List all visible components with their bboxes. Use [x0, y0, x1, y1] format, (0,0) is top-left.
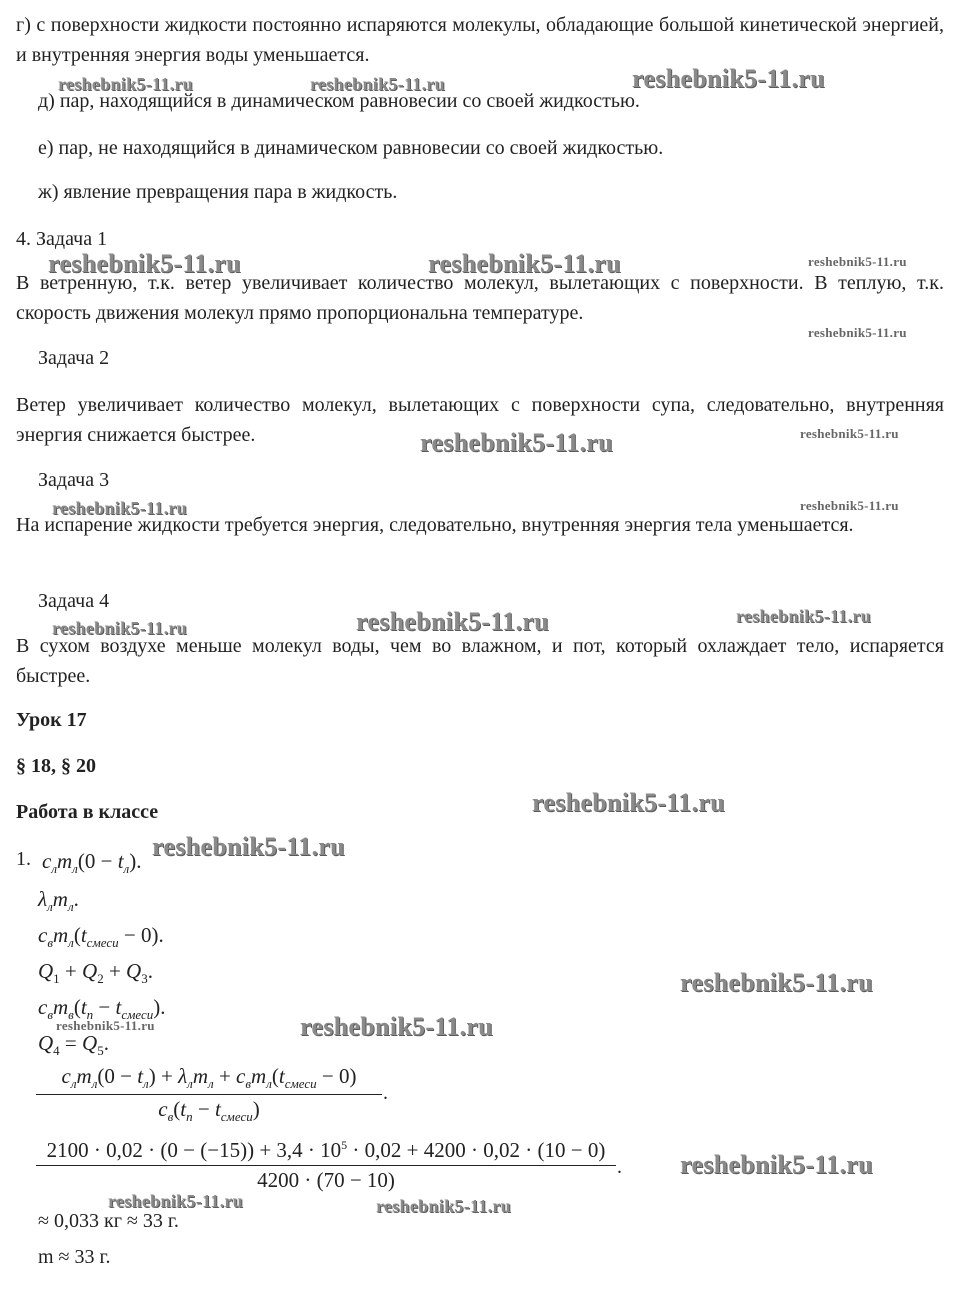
answer-e: е) пар, не находящийся в динамическом равновесии со своей жидкостью. — [38, 137, 664, 159]
answer-line: m ≈ 33 г. — [38, 1246, 111, 1268]
task1-heading: 4. Задача 1 — [16, 228, 108, 250]
fraction-dot-1: . — [383, 1082, 388, 1104]
task1-text: В ветренную, т.к. ветер увеличивает количество молекул, вылетающих с поверхности. В теплую, т.к. скорость движения молекул прямо пропорциональна температуре. — [16, 272, 944, 324]
task3-heading: Задача 3 — [38, 469, 110, 491]
watermark: reshebnik5-11.ru — [108, 1191, 243, 1211]
lesson-heading: Урок 17 — [16, 709, 87, 731]
watermark: reshebnik5-11.ru — [800, 498, 899, 513]
formula-q-sum: $Q_1 + Q_2 + Q_3$. — [38, 959, 153, 987]
watermark: reshebnik5-11.ru — [632, 64, 825, 93]
task3-text: На испарение жидкости требуется энергия, следовательно, внутренняя энергия тела уменьшается. — [16, 514, 854, 536]
formula-numeric-fraction: $2100 \cdot 0,02 \cdot (0 - (-15)) + 3,4 \cdot 10^5 \cdot 0,02 + 4200 \cdot 0,02 \cdot (10 - 0)$ 4200 · (70 − 10) — [36, 1138, 616, 1193]
watermark: reshebnik5-11.ru — [310, 74, 445, 94]
watermark: reshebnik5-11.ru — [300, 1012, 493, 1041]
classwork-heading: Работа в классе — [16, 801, 159, 823]
watermark: reshebnik5-11.ru — [428, 249, 621, 278]
task4-heading: Задача 4 — [38, 590, 110, 612]
answer-d: д) пар, находящийся в динамическом равновесии со своей жидкостью. — [38, 90, 640, 112]
watermark: reshebnik5-11.ru — [532, 788, 725, 817]
formula-q2: $\lambda_лm_л$. — [38, 887, 79, 915]
watermark: reshebnik5-11.ru — [680, 968, 873, 997]
watermark: reshebnik5-11.ru — [680, 1150, 873, 1179]
watermark: reshebnik5-11.ru — [800, 426, 899, 441]
formula-mass-fraction: $c_лm_л(0 - t_л) + \lambda_лm_л + c_вm_л(t_{смеси} - 0)$ $c_в(t_п - t_{смеси})$ — [36, 1064, 382, 1125]
watermark: reshebnik5-11.ru — [736, 606, 871, 626]
item-number: 1. — [16, 848, 31, 870]
watermark: reshebnik5-11.ru — [58, 74, 193, 94]
formula-q3: $c_вm_л(t_{смеси} - 0)$. — [38, 923, 164, 951]
task2-heading: Задача 2 — [38, 347, 110, 369]
answer-g: г) с поверхности жидкости постоянно испаряются молекулы, обладающие большой кинетической энергией, и внутренняя энергия воды уменьшается. — [16, 14, 944, 66]
task2-text: Ветер увеличивает количество молекул, вылетающих с поверхности супа, следовательно, внутренняя энергия снижается быстрее. — [16, 394, 944, 446]
watermark: reshebnik5-11.ru — [48, 249, 241, 278]
watermark: reshebnik5-11.ru — [808, 325, 907, 340]
result-line: ≈ 0,033 кг ≈ 33 г. — [38, 1210, 179, 1232]
watermark: reshebnik5-11.ru — [52, 618, 187, 638]
watermark: reshebnik5-11.ru — [356, 607, 549, 636]
fraction-dot-2: . — [617, 1156, 622, 1178]
watermark: reshebnik5-11.ru — [376, 1196, 511, 1216]
sections-heading: § 18, § 20 — [16, 755, 96, 777]
watermark: reshebnik5-11.ru — [420, 428, 613, 457]
watermark: reshebnik5-11.ru — [152, 832, 345, 861]
formula-q1: $c_лm_л(0 - t_л)$. — [42, 849, 142, 877]
formula-q5: $c_вm_в(t_п - t_{смеси})$. — [38, 995, 166, 1023]
watermark: reshebnik5-11.ru — [52, 498, 187, 518]
watermark: reshebnik5-11.ru — [56, 1018, 155, 1033]
task4-text: В сухом воздухе меньше молекул воды, чем во влажном, и пот, который охлаждает тело, испаряется быстрее. — [16, 635, 944, 687]
answer-zh: ж) явление превращения пара в жидкость. — [38, 181, 398, 203]
watermark: reshebnik5-11.ru — [808, 254, 907, 269]
formula-balance: $Q_4 = Q_5$. — [38, 1031, 109, 1059]
